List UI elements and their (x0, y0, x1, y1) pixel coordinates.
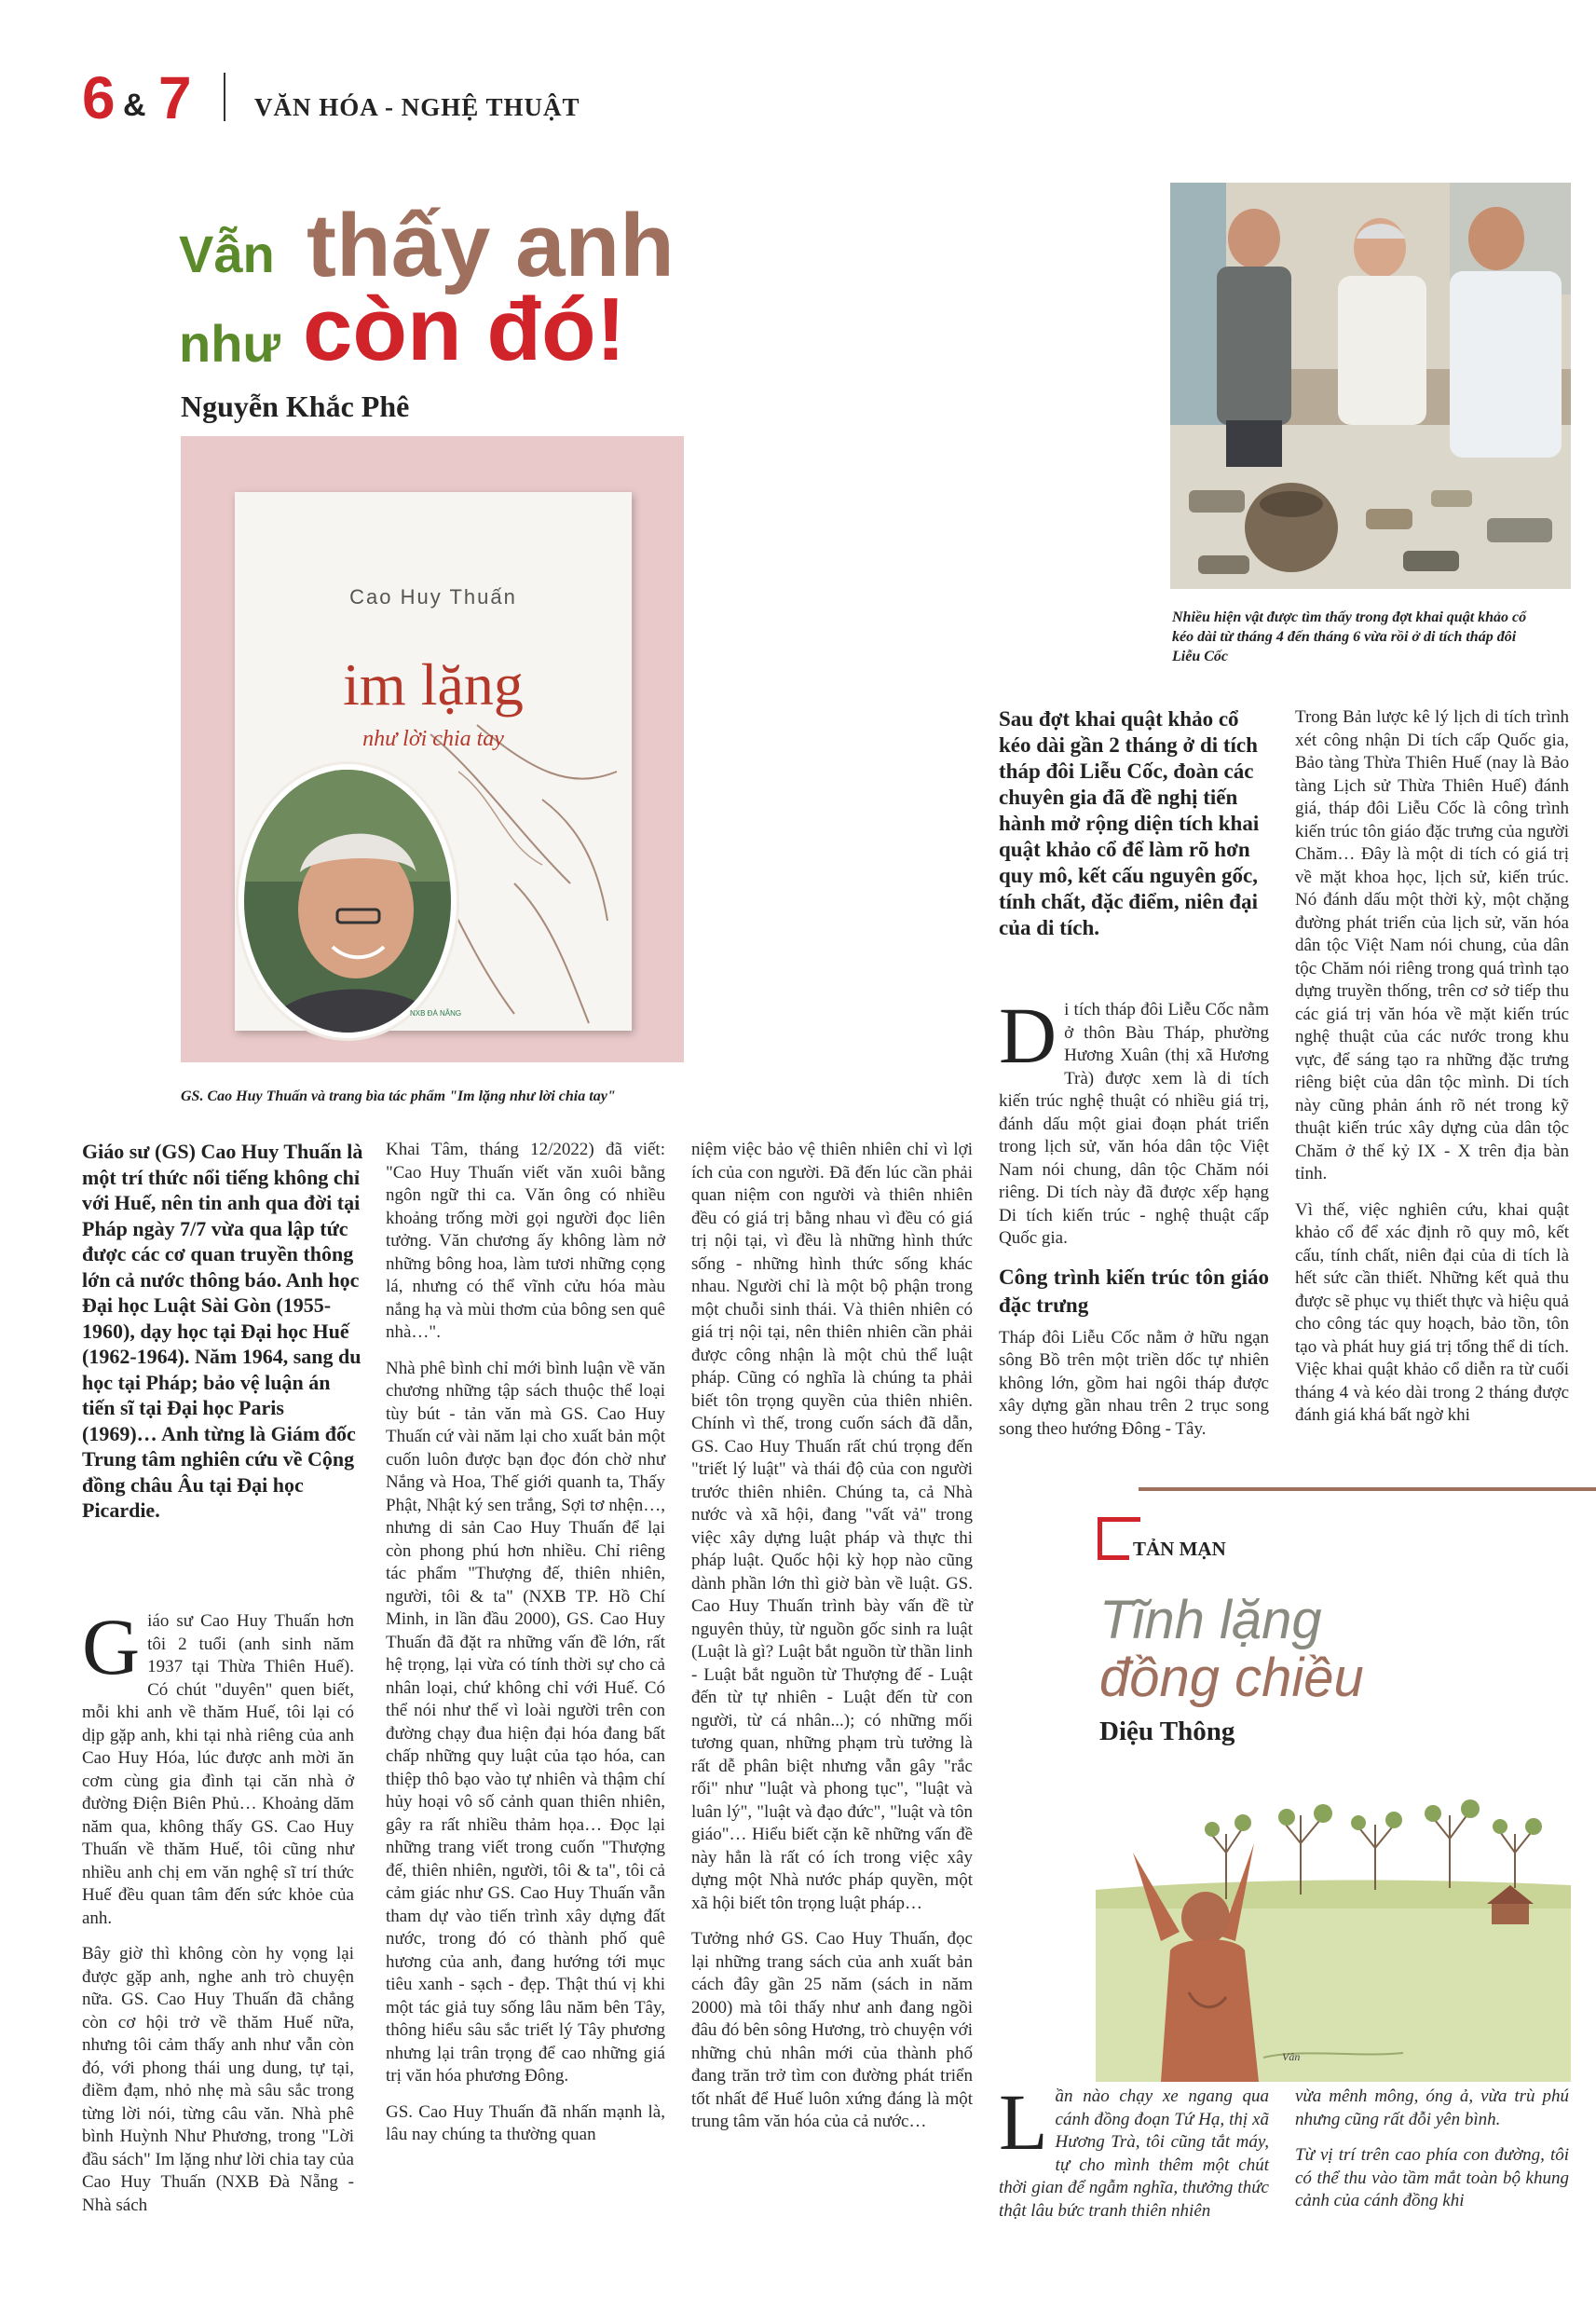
illustration-signature: Vân (1282, 2050, 1301, 2063)
article3-column-2 (1295, 2086, 1569, 2226)
article3-para3: Từ vị trí trên cao phía con đường, tôi có thể thu vào tầm mắt toàn bộ khung cảnh của cánh đồng khi (1295, 2145, 1569, 2210)
tan-man-icon-bottom (1098, 1555, 1129, 1560)
article1-col1-para1 (82, 1602, 354, 1930)
article2-para3: Trong Bản lược kê lý lịch di tích trình xét công nhận Di tích cấp Quốc gia, Bảo tàng Thừa Thiên Huế (nay là Bảo tàng Lịch sử Thừa Thiên Huế) đánh giá, tháp đôi Liễu Cốc là công trình kiến trúc tôn giáo đặc trưng của người Chăm… Đây là một di tích có giá trị về mặt khoa học, lịch sử, kiến trúc. Nó đánh dấu một thời kỳ, một chặng đường phát triển của lịch sử, văn hóa dân tộc Việt Nam nói chung, của dân tộc Chăm nói riêng trong quá trình tạo dựng truyền thống, trên cơ sở tiếp thu các giá trị văn hóa về mặt kiến trúc nghệ thuật của các nước trong khu vực, để sáng tạo ra những đặc trưng riêng biệt của dân tộc mình. Di tích này cũng phản ánh rõ nét trong kỹ thuật kiến trúc xây dựng của dân tộc Chăm ở thế kỷ IX - X trên địa bàn tỉnh. (1295, 707, 1569, 1183)
book-publisher-logo: NXB ĐÀ NẴNG (410, 1009, 462, 1018)
article3-section: TẢN MẠN (1133, 1538, 1226, 1560)
field-illustration (1096, 1778, 1571, 2082)
article-separator (1139, 1487, 1596, 1491)
article3-title-line2: đồng chiều (1099, 1648, 1364, 1708)
article2-column-1 (999, 991, 1269, 1454)
article2-text-1: i tích tháp đôi Liễu Cốc nằm ở thôn Bàu Tháp, phường Hương Xuân (thị xã Hương Trà) được xem là di tích kiến trúc nghệ thuật có nhiều giá trị, đánh dấu một giai đoạn phát triển trong lịch sử, văn hóa dân tộc Việt Nam nói chung, dân tộc Chăm nói riêng. Di tích này đã được xếp hạng Di tích kiến trúc - nghệ thuật cấp Quốc gia. (999, 1000, 1269, 1248)
book-subtitle: như lời chia tay (362, 727, 504, 751)
book-title: im lặng (343, 651, 524, 718)
article1-col2-para3: GS. Cao Huy Thuấn đã nhấn mạnh là, lâu nay chúng ta thường quan (386, 2101, 665, 2144)
article2-lead: Sau đợt khai quật khảo cổ kéo dài gần 2 tháng ở di tích tháp đôi Liễu Cốc, đoàn các chuyên gia đã đề nghị tiến hành mở rộng diện tích khai quật khảo cổ để làm rõ hơn quy mô, kết cấu nguyên gốc, tính chất, đặc điểm, niên đại của di tích. (999, 707, 1260, 939)
article1-col3-para2: Tưởng nhớ GS. Cao Huy Thuấn, đọc lại những trang sách của anh xuất bản cách đây gần 25 năm (sách in năm 2000) mà tôi thấy như anh đang ngồi đâu đó bên sông Hương, trò chuyện với những chủ nhân mới của thành phố đang trăn trở tìm con đường phát triển tốt nhất để Huế luôn xứng đáng là một trung tâm văn hóa của cả nước… (691, 1929, 973, 2131)
book-cover (235, 492, 632, 1031)
page-header (82, 65, 734, 130)
article3-column-1 (999, 2077, 1269, 2236)
section-title: VĂN HÓA - NGHỆ THUẬT (254, 93, 580, 121)
article1-column-2 (386, 1139, 665, 2160)
article3-para2: vừa mênh mông, óng ả, vừa trù phú nhưng cũng rất đỗi yên bình. (1295, 2086, 1569, 2129)
article2-para2: Tháp đôi Liễu Cốc nằm ở hữu ngạn sông Bồ trên một triền dốc tự nhiên không lớn, gồm hai ngôi tháp được xây dựng gần nhau trên 2 trục song song theo hướng Đông - Tây. (999, 1327, 1269, 1439)
article3-text-1: ần nào chạy xe ngang qua cánh đồng đoạn Tứ Hạ, thị xã Hương Trà, tôi cũng tắt máy, tự cho mình thêm một chút thời gian để ngẫm nghĩa, thưởng thức thật lâu bức tranh thiên nhiên (999, 2086, 1269, 2221)
tan-man-icon-inner (1098, 1517, 1102, 1560)
dropcap-l: L (999, 2077, 1048, 2167)
article1-lead: Giáo sư (GS) Cao Huy Thuấn là một trí thức nổi tiếng không chỉ với Huế, nên tin anh qua đời tại Pháp ngày 7/7 vừa qua lập tức được các cơ quan truyền thông lớn cả nước thông báo. Anh học Đại học Luật Sài Gòn (1955-1960), dạy học tại Đại học Huế (1962-1964). Năm 1964, sang du học tại Pháp; bảo vệ luận án tiến sĩ tại Đại học Paris (1969)… Anh từng là Giám đốc Trung tâm nghiên cứu về Cộng đồng châu Âu tại Đại học Picardie. (82, 1140, 363, 1522)
title-word-thay-anh: thấy anh (307, 196, 675, 295)
book-photo-caption: GS. Cao Huy Thuấn và trang bìa tác phẩm "Im lặng như lời chia tay" (181, 1088, 616, 1104)
article2-subhead: Công trình kiến trúc tôn giáo đặc trưng (999, 1265, 1269, 1317)
article1-col2-para1: Khai Tâm, tháng 12/2022) đã viết: "Cao Huy Thuấn viết văn xuôi bằng ngôn ngữ thi ca. Văn ông có nhiều khoảng trống mời gọi người đọc liên tưởng. Văn chương ấy không làm nở những bông hoa, làm tươi những cọng lá, nhưng có thể vĩnh cửu hóa màu nắng hạ và mùi thơm của bông sen quê nhà…". (386, 1140, 665, 1342)
article2-column-2 (1295, 706, 1569, 1441)
book-author-name: Cao Huy Thuấn (349, 585, 517, 609)
article3-para1 (999, 2077, 1269, 2223)
article1-column-1 (82, 1602, 354, 2230)
article1-col1-para2: Bây giờ thì không còn hy vọng lại được gặp anh, nghe anh trò chuyện nữa. GS. Cao Huy Thuấn đã chẳng còn cơ hội trở về thăm Huế nữa, nhưng tôi cảm thấy anh như vẫn còn đó, với phong thái ung dung, tự tại, điềm đạm, nhỏ nhẹ mà sâu sắc trong từng lời nói, từng câu văn. Nhà phê bình Huỳnh Như Phương, trong "Lời đầu sách" Im lặng như lời chia tay của Cao Huy Thuấn (NXB Đà Nẵng - Nhà sách (82, 1944, 354, 2215)
article3-author: Diệu Thông (1099, 1717, 1235, 1746)
article2-para4: Vì thế, việc nghiên cứu, khai quật khảo cổ để xác định rõ quy mô, kết cấu, tính chất, niên đại của di tích là hết sức cần thiết. Những kết quả thu được sẽ phục vụ thiết thực và hiệu quả cho công tác quy hoạch, bảo tồn, tôn tạo và phát huy giá trị tổng thể di tích. Việc khai quật khảo cổ diễn ra từ cuối tháng 4 và kéo dài trong 2 tháng được đánh giá khá bất ngờ khi (1295, 1199, 1569, 1425)
article1-col2-para2: Nhà phê bình chỉ mới bình luận về văn chương những tập sách thuộc thể loại tùy bút - tản văn mà GS. Cao Huy Thuấn cứ vài năm lại cho xuất bản một cuốn luôn được bạn đọc đón chờ như Nắng và Hoa, Thế giới quanh ta, Thấy Phật, Nhật ký sen trắng, Sợi tơ nhện…, nhưng di sản Cao Huy Thuấn để lại còn phong phú hơn nhiều. Chỉ riêng tác phẩm "Thượng đế, thiên nhiên, người, tôi & ta" (NXB TP. Hồ Chí Minh, in lần đầu 2000), GS. Cao Huy Thuấn đã đặt ra những vấn đề lớn, rất hệ trọng, lại vừa có tính thời sự cho cả nhân loại, chứ không chỉ với Huế. Có thể nói như thế vì loài người trên con đường chạy đua hiện đại hóa đang bất chấp những quy luật của tạo hóa, can thiệp thô bạo vào tự nhiên và thậm chí hủy hoại vô số cảnh quan thiên nhiên, gây ra rất nhiều thảm họa… Đọc lại những trang viết trong cuốn "Thượng đế, thiên nhiên, người, tôi & ta", tôi cả cảm giác như GS. Cao Huy Thuấn vẫn tham dự vào tiến trình xây dựng đất nước, trong đó có thành phố quê hương của anh, đang hướng tới mục tiêu xanh - sạch - đẹp. Thật thú vị khi một tác giả tuy sống lâu năm bên Tây, thông hiểu sâu sắc triết lý Tây phương nhưng lại trân trọng để cao những giá trị văn hóa phương Đông. (386, 1358, 665, 2086)
excavation-photo-caption: Nhiều hiện vật được tìm thấy trong đợt khai quật khảo cổ kéo dài từ tháng 4 đến tháng 6 vừa rồi ở di tích tháp đôi Liễu Cốc (1172, 609, 1527, 664)
article1-title (179, 194, 701, 380)
page-number-amp: & (123, 88, 146, 123)
title-word-van: Vẫn (179, 225, 275, 283)
article3-title (1099, 1592, 1565, 1707)
excavation-photo-image (1170, 183, 1571, 589)
field-illustration-image (1096, 1778, 1571, 2082)
article1-col3-para1: niệm việc bảo vệ thiên nhiên chỉ vì lợi ích của con người. Đã đến lúc cần phải quan niệm con người và thiên nhiên đều có giá trị bằng nhau vì đều có giá trị nội tại, vì đều là những hình thức sống - những hình thức sống khác nhau. Người chỉ là một bộ phận trong một chuỗi sinh thái. Và thiên nhiên có giá trị nội tại, nên thiên nhiên cần phải được công nhận là một chủ thể luật pháp. Cũng có nghĩa là chúng ta phải biết tôn trọng quyền của thiên nhiên. Chính vì thế, trong cuốn sách đã dẫn, GS. Cao Huy Thuấn rất chú trọng đến "triết lý luật" và thái độ của con người trước thiên nhiên. Chúng ta, cả Nhà nước và xã hội, đang "vất vả" trong việc xây dựng luật pháp và thực thi pháp luật. Quốc hội kỳ họp nào cũng dành phần lớn thì giờ bàn về luật. GS. Cao Huy Thuấn trình bày vấn đề từ nguyên thủy, từ nguồn gốc sinh ra luật (Luật là gì? Luật bắt nguồn từ thần linh - Luật bắt nguồn từ Thượng đế - Luật đến từ tự nhiên - Luật đến từ con người, từ cá nhân...); có những mối tương quan, những phạm trù tưởng là rất dễ phân biệt nhưng vẫn gây "rắc rối" như "luật và phong tục", "luật và luân lý", "luật và đạo đức", "luật và tôn giáo"… Hiểu biết cặn kẽ những vấn đề này hẳn là rất có ích trong việc xây dựng một Nhà nước pháp quyền, một xã hội biết tôn trọng luật pháp… (691, 1140, 973, 1913)
book-cover-photo (181, 436, 684, 1062)
title-word-nhu: như (179, 314, 280, 373)
title-word-con-do: còn đó! (303, 280, 626, 379)
page-number-left: 6 (82, 64, 116, 131)
excavation-photo (1170, 183, 1571, 589)
article3-title-line1: Tĩnh lặng (1099, 1590, 1322, 1650)
article1-column-3 (691, 1139, 973, 2147)
col1-text-1: iáo sư Cao Huy Thuấn hơn tôi 2 tuổi (anh sinh năm 1937 tại Thừa Thiên Huế). Có chút "duyên" quen biết, mỗi khi anh về thăm Huế, tôi lại có dịp gặp anh, khi tại nhà riêng của anh Cao Huy Hóa, lúc được anh mời ăn cơm cùng gia đình tại căn nhà ở đường Điện Biên Phủ… Khoảng dăm năm qua, không thấy GS. Cao Huy Thuấn về thăm Huế, tôi cũng như nhiều anh chị em văn nghệ sĩ trí thức Huế đều quan tâm đến sức khỏe của anh. (82, 1611, 354, 1928)
portrait-image (244, 770, 451, 1033)
dropcap-g: G (82, 1602, 141, 1691)
article2-para1 (999, 991, 1269, 1251)
dropcap-d: D (999, 991, 1057, 1080)
page-number-right: 7 (158, 64, 192, 131)
header-divider (224, 73, 225, 121)
author-portrait (239, 764, 457, 1038)
article1-author: Nguyễn Khắc Phê (181, 390, 410, 423)
